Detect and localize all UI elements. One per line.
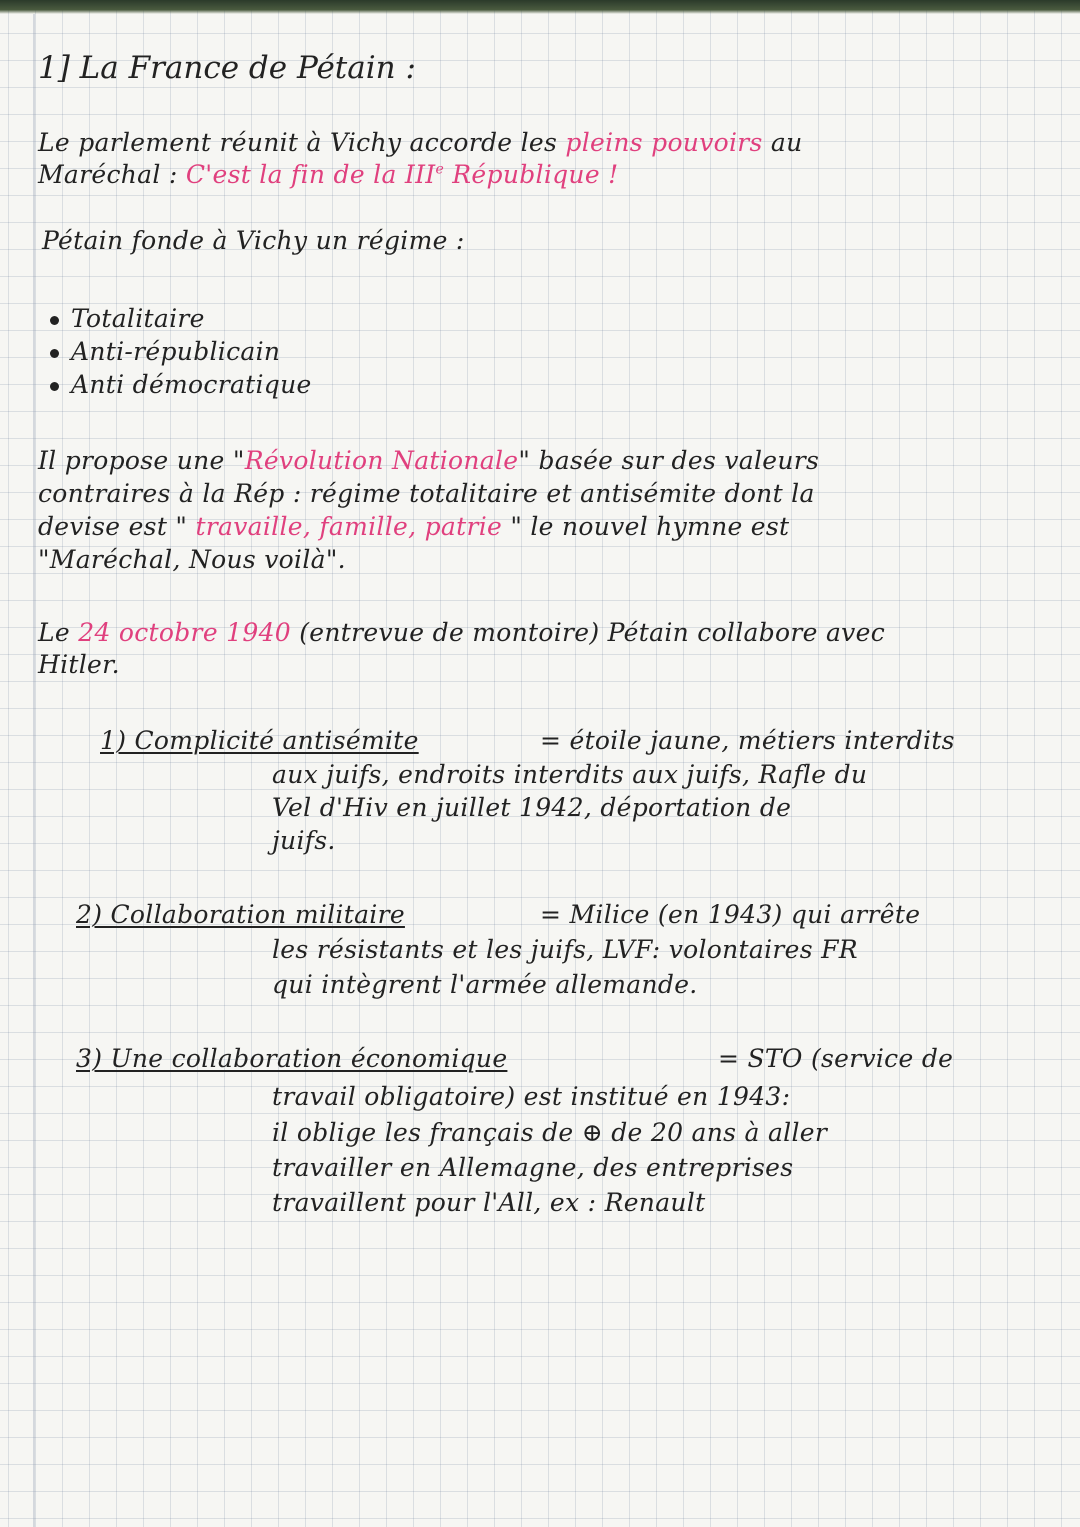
point-2-line: qui intègrent l'armée allemande.: [272, 970, 698, 999]
point-3-line: travailler en Allemagne, des entreprises: [272, 1153, 794, 1182]
point-1-line: = étoile jaune, métiers interdits: [540, 726, 955, 755]
revolution-line-1: Il propose une "Révolution Nationale" basée sur des valeurs: [38, 446, 820, 475]
revolution-line-4: "Maréchal, Nous voilà".: [38, 545, 346, 574]
list-item: Anti démocratique: [50, 370, 312, 399]
intro-text: au: [762, 128, 803, 157]
point-1-line: Vel d'Hiv en juillet 1942, déportation de: [272, 793, 792, 822]
point-1-title: 1) Complicité antisémite: [100, 726, 419, 755]
intro-text: Maréchal :: [38, 160, 186, 189]
intro-line-2: [38, 160, 619, 189]
revolution-highlight: Révolution Nationale: [244, 446, 519, 475]
revolution-line-3: devise est " travaille, famille, patrie " le nouvel hymne est: [38, 512, 790, 541]
bullet-icon: [50, 382, 59, 391]
point-3-line: travaillent pour l'All, ex : Renault: [272, 1188, 706, 1217]
point-1-line: aux juifs, endroits interdits aux juifs, Rafle du: [272, 760, 868, 789]
list-item: Anti-républicain: [50, 337, 280, 366]
bullet-icon: [50, 349, 59, 358]
point-2-line: les résistants et les juifs, LVF: volontaires FR: [272, 935, 858, 964]
revolution-line-2: contraires à la Rép : régime totalitaire et antisémite dont la: [38, 479, 815, 508]
regime-heading: Pétain fonde à Vichy un régime :: [42, 226, 465, 255]
page-title: 1] La France de Pétain :: [38, 50, 416, 86]
intro-text: Le parlement réunit à Vichy accorde les: [38, 128, 566, 157]
list-item: Totalitaire: [50, 304, 205, 333]
bullet-icon: [50, 316, 59, 325]
point-1-line: juifs.: [272, 826, 336, 855]
motto-highlight: travaille, famille, patrie: [195, 512, 503, 541]
date-highlight: 24 octobre 1940: [78, 618, 291, 647]
page-top-edge: [0, 0, 1080, 14]
point-2-line: = Milice (en 1943) qui arrête: [540, 900, 921, 929]
montoire-line-2: Hitler.: [38, 650, 120, 679]
margin-line: [33, 14, 35, 1527]
point-3-title: 3) Une collaboration économique: [76, 1044, 508, 1073]
point-3-line: il oblige les français de ⊕ de 20 ans à aller: [272, 1118, 828, 1147]
point-2-title: 2) Collaboration militaire: [76, 900, 405, 929]
point-3-line: = STO (service de: [718, 1044, 954, 1073]
point-3-line: travail obligatoire) est institué en 1943:: [272, 1082, 791, 1111]
montoire-line-1: Le 24 octobre 1940 (entrevue de montoire) Pétain collabore avec: [38, 618, 885, 647]
intro-highlight: C'est la fin de la IIIe République !: [185, 160, 619, 189]
intro-line-1: [38, 128, 803, 157]
intro-highlight: pleins pouvoirs: [565, 128, 763, 157]
